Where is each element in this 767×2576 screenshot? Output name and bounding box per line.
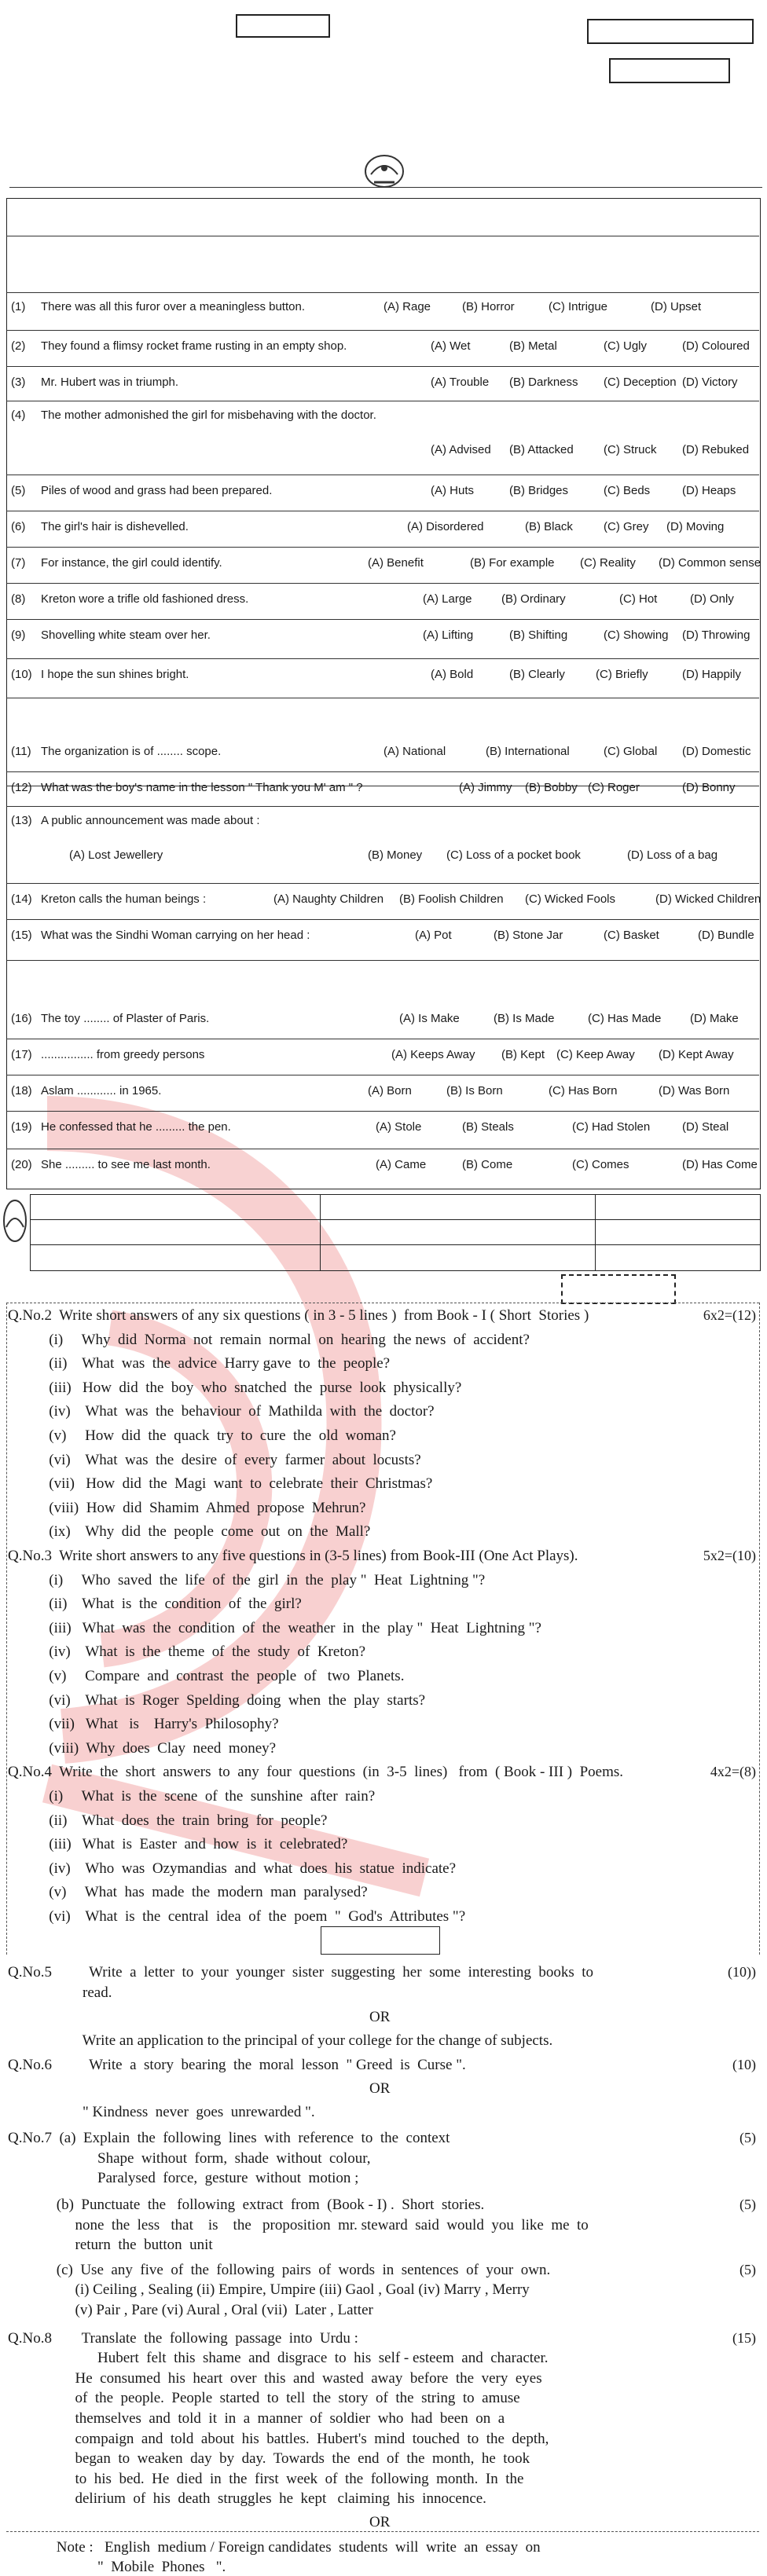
mcq-option[interactable]: (A) Stole bbox=[376, 1120, 422, 1134]
mcq-row-divider bbox=[6, 619, 759, 620]
mcq-option[interactable]: (B) Come bbox=[462, 1158, 513, 1171]
question-line: (i) Ceiling , Sealing (ii) Empire, Umpire (iii) Gaol , Goal (iv) Marry , Merry bbox=[8, 2281, 530, 2299]
mcq-option[interactable]: (B) Is Born bbox=[446, 1084, 503, 1097]
mcq-row-divider bbox=[6, 960, 759, 961]
question-line: (ii) What is the condition of the girl? bbox=[8, 1596, 302, 1613]
mcq-option[interactable]: (D) Upset bbox=[651, 300, 702, 313]
mcq-number: (3) bbox=[11, 376, 26, 389]
mcq-option[interactable]: (D) Has Come bbox=[682, 1158, 758, 1171]
mcq-row-divider bbox=[6, 366, 759, 367]
question-line: read. bbox=[8, 1984, 112, 2001]
question-line: to his bed. He died in the first week of the following month. In the bbox=[8, 2470, 524, 2487]
question-line: began to weaken day by day. Towards the end of the month, he took bbox=[8, 2450, 530, 2468]
mcq-option[interactable]: (B) Steals bbox=[462, 1120, 514, 1134]
question-line: (b) Punctuate the following extract from (Book - I) . Short stories. bbox=[8, 2197, 485, 2213]
mcq-option[interactable]: (B) For example bbox=[470, 556, 555, 570]
mcq-option[interactable]: (C) Wicked Fools bbox=[525, 892, 616, 906]
question-line: Shape without form, shade without colour, bbox=[8, 2149, 371, 2167]
mcq-row-divider bbox=[6, 919, 759, 920]
mcq-option[interactable]: (D) Heaps bbox=[682, 484, 736, 497]
mcq-option[interactable]: (A) Wet bbox=[431, 339, 471, 353]
question-line: " Mobile Phones ". bbox=[8, 2559, 226, 2576]
mcq-number: (9) bbox=[11, 628, 26, 642]
mcq-row-divider bbox=[6, 806, 759, 807]
question-line: (v) How did the quack try to cure the old woman? bbox=[8, 1427, 396, 1444]
question-line: Q.No.3 Write short answers to any five questions in (3-5 lines) from Book-III (One Act Plays). bbox=[8, 1548, 578, 1564]
mcq-option[interactable]: (B) Horror bbox=[462, 300, 515, 313]
mcq-question: The girl's hair is dishevelled. bbox=[41, 520, 189, 533]
mcq-option[interactable]: (D) Coloured bbox=[682, 339, 750, 353]
mcq-option[interactable]: (B) Bridges bbox=[509, 484, 569, 497]
question-line: (iii) What was the condition of the weather in the play " Heat Lightning "? bbox=[8, 1619, 541, 1636]
question-marks: (5) bbox=[739, 2130, 756, 2146]
mcq-option[interactable]: (C) Struck bbox=[604, 443, 657, 456]
question-line: (ix) Why did the people come out on the Mall? bbox=[8, 1523, 371, 1541]
mcq-option[interactable]: (D) Common sense bbox=[659, 556, 761, 570]
mcq-option[interactable]: (A) Disordered bbox=[407, 520, 484, 533]
mcq-row-divider bbox=[6, 547, 759, 548]
question-line: (iv) What was the behaviour of Mathilda with the doctor? bbox=[8, 1403, 435, 1420]
mcq-number: (19) bbox=[11, 1120, 32, 1134]
mcq-option[interactable]: (A) Lost Jewellery bbox=[69, 848, 163, 862]
mcq-option[interactable]: (B) Ordinary bbox=[501, 592, 566, 606]
question-line: themselves and told it in a manner of soldier who had been on a bbox=[8, 2410, 505, 2427]
mcq-question: I hope the sun shines bright. bbox=[41, 668, 189, 681]
mcq-option[interactable]: (C) Reality bbox=[580, 556, 636, 570]
mcq-question: The toy ........ of Plaster of Paris. bbox=[41, 1012, 210, 1025]
question-line: (iii) What is Easter and how is it celebrated? bbox=[8, 1836, 348, 1853]
version-box bbox=[236, 14, 330, 38]
mcq-option[interactable]: (D) Wicked Children bbox=[655, 892, 761, 906]
mcq-option[interactable]: (C) Deception bbox=[604, 376, 677, 389]
question-marks: (5) bbox=[739, 2261, 756, 2277]
mcq-question: Mr. Hubert was in triumph. bbox=[41, 376, 179, 389]
question-line: (v) Pair , Pare (vi) Aural , Oral (vii) Later , Latter bbox=[8, 2302, 373, 2318]
question-line: compaign and told about his battles. Hubert's mind touched to the depth, bbox=[8, 2430, 549, 2447]
mcq-option[interactable]: (A) Came bbox=[376, 1158, 427, 1171]
or-separator: OR bbox=[369, 2080, 391, 2097]
mcq-number: (13) bbox=[11, 814, 32, 827]
question-line: Q.No.6 Write a story bearing the moral lesson " Greed is Curse ". bbox=[8, 2057, 466, 2074]
question-line: of the people. People started to tell the story of the string to amuse bbox=[8, 2390, 520, 2407]
mcq-option[interactable]: (C) Had Stolen bbox=[572, 1120, 651, 1134]
mcq-option[interactable]: (C) Global bbox=[604, 745, 658, 758]
mcq-option[interactable]: (B) Metal bbox=[509, 339, 557, 353]
mcq-number: (5) bbox=[11, 484, 26, 497]
mcq-option[interactable]: (C) Loss of a pocket book bbox=[446, 848, 581, 862]
question-marks: (5) bbox=[739, 2197, 756, 2212]
mcq-number: (12) bbox=[11, 781, 32, 794]
mcq-option[interactable]: (D) Was Born bbox=[659, 1084, 730, 1097]
mcq-question: Aslam ............ in 1965. bbox=[41, 1084, 162, 1097]
mcq-option[interactable]: (C) Intrigue bbox=[549, 300, 608, 313]
question-line: (iv) Who was Ozymandias and what does his statue indicate? bbox=[8, 1860, 457, 1877]
mcq-option[interactable]: (B) Foolish Children bbox=[399, 892, 504, 906]
mcq-row-divider bbox=[6, 1111, 759, 1112]
subjective-header-box bbox=[30, 1194, 761, 1271]
mcq-question: He confessed that he ......... the pen. bbox=[41, 1120, 231, 1134]
mcq-option[interactable]: (B) International bbox=[486, 745, 570, 758]
question-line: He consumed his heart over this and wasted away before the very eyes bbox=[8, 2369, 542, 2387]
question-line: (v) Compare and contrast the people of two Planets. bbox=[8, 1668, 405, 1684]
question-line: Write an application to the principal of your college for the change of subjects. bbox=[8, 2032, 553, 2049]
question-line: none the less that is the proposition mr. steward said would you like me to bbox=[8, 2216, 589, 2233]
group-box bbox=[609, 58, 730, 83]
mcq-option[interactable]: (D) Victory bbox=[682, 376, 738, 389]
question-line: Q.No.5 Write a letter to your younger sister suggesting her some interesting books to bbox=[8, 1964, 594, 1981]
mcq-question: Kreton calls the human beings : bbox=[41, 892, 207, 906]
question-line: (vi) What is the central idea of the poem " God's Attributes "? bbox=[8, 1908, 466, 1925]
question-line: delirium of his death struggles he kept claiming his innocence. bbox=[8, 2490, 486, 2508]
question-line: (i) What is the scene of the sunshine after rain? bbox=[8, 1788, 376, 1805]
mcq-option[interactable]: (C) Grey bbox=[604, 520, 649, 533]
question-line: (v) What has made the modern man paralysed? bbox=[8, 1884, 368, 1901]
mcq-option[interactable]: (A) Trouble bbox=[431, 376, 490, 389]
mcq-option[interactable]: (B) Kept bbox=[501, 1048, 545, 1061]
mcq-option[interactable]: (B) Darkness bbox=[509, 376, 578, 389]
section-1-box bbox=[561, 1274, 676, 1304]
mcq-option[interactable]: (D) Loss of a bag bbox=[627, 848, 718, 862]
mcq-option[interactable]: (A) Pot bbox=[415, 929, 452, 942]
mcq-question: What was the Sindhi Woman carrying on her head : bbox=[41, 929, 310, 942]
mcq-option[interactable]: (A) Lifting bbox=[423, 628, 474, 642]
mcq-row-divider bbox=[6, 883, 759, 884]
mcq-option[interactable]: (C) Roger bbox=[588, 781, 640, 794]
mcq-number: (18) bbox=[11, 1084, 32, 1097]
mcq-option[interactable]: (C) Keep Away bbox=[556, 1048, 635, 1061]
mcq-option[interactable]: (A) Born bbox=[368, 1084, 412, 1097]
mcq-number: (7) bbox=[11, 556, 26, 570]
or-separator: OR bbox=[369, 2514, 391, 2530]
mcq-option[interactable]: (D) Bundle bbox=[698, 929, 754, 942]
question-line: (ii) What does the train bring for people? bbox=[8, 1812, 328, 1829]
question-line: (vii) What is Harry's Philosophy? bbox=[8, 1716, 279, 1733]
mcq-number: (4) bbox=[11, 409, 26, 422]
question-line: (iii) How did the boy who snatched the purse look physically? bbox=[8, 1379, 462, 1396]
mcq-option[interactable]: (A) Naughty Children bbox=[273, 892, 384, 906]
question-line: return the button unit bbox=[8, 2237, 213, 2254]
page-bottom-divider bbox=[6, 2531, 759, 2532]
mcq-question: A public announcement was made about : bbox=[41, 814, 260, 827]
mcq-option[interactable]: (C) Hot bbox=[619, 592, 658, 606]
question-line: Q.No.7 (a) Explain the following lines with reference to the context bbox=[8, 2130, 450, 2147]
mcq-number: (10) bbox=[11, 668, 32, 681]
mcq-option[interactable]: (C) Has Born bbox=[549, 1084, 618, 1097]
mcq-number: (14) bbox=[11, 892, 32, 906]
subjective-board-logo-icon bbox=[2, 1196, 28, 1246]
question-marks: 4x2=(8) bbox=[710, 1764, 756, 1780]
mcq-option[interactable]: (A) Bold bbox=[431, 668, 474, 681]
mcq-question: Shovelling white steam over her. bbox=[41, 628, 211, 642]
question-line: Note : English medium / Foreign candidates students will write an essay on bbox=[8, 2538, 541, 2556]
objective-divider bbox=[9, 187, 762, 188]
mcq-option[interactable]: (A) National bbox=[384, 745, 446, 758]
mcq-option[interactable]: (B) Is Made bbox=[494, 1012, 555, 1025]
mcq-option[interactable]: (D) Kept Away bbox=[659, 1048, 734, 1061]
mcq-question: Kreton wore a trifle old fashioned dress. bbox=[41, 592, 249, 606]
mcq-row-divider bbox=[6, 658, 759, 659]
mcq-question: For instance, the girl could identify. bbox=[41, 556, 222, 570]
mcq-option[interactable]: (A) Benefit bbox=[368, 556, 424, 570]
question-line: (vii) How did the Magi want to celebrate their Christmas? bbox=[8, 1475, 433, 1493]
mcq-number: (16) bbox=[11, 1012, 32, 1025]
mcq-option[interactable]: (B) Attacked bbox=[509, 443, 574, 456]
mcq-option[interactable]: (B) Black bbox=[525, 520, 573, 533]
question-line: Hubert felt this shame and disgrace to his self - esteem and character. bbox=[8, 2350, 549, 2367]
section-2-box bbox=[321, 1926, 440, 1955]
mcq-option[interactable]: (D) Bonny bbox=[682, 781, 736, 794]
mcq-number: (6) bbox=[11, 520, 26, 533]
question-line: Q.No.4 Write the short answers to any four questions (in 3-5 lines) from ( Book - III ) Poems. bbox=[8, 1764, 624, 1781]
question-line: (viii) Why does Clay need money? bbox=[8, 1739, 277, 1757]
mcq-question: There was all this furor over a meaningless button. bbox=[41, 300, 305, 313]
mcq-question: Piles of wood and grass had been prepared. bbox=[41, 484, 273, 497]
mcq-option[interactable]: (C) Briefly bbox=[596, 668, 648, 681]
question-line: (vi) What was the desire of every farmer about locusts? bbox=[8, 1451, 421, 1468]
mcq-option[interactable]: (A) Is Make bbox=[399, 1012, 460, 1025]
question-line: (c) Use any five of the following pairs of words in sentences of your own. bbox=[8, 2261, 551, 2278]
question-marks: 5x2=(10) bbox=[703, 1548, 756, 1563]
mcq-question: The mother admonished the girl for misbehaving with the doctor. bbox=[41, 409, 376, 422]
mcq-option[interactable]: (B) Stone Jar bbox=[494, 929, 563, 942]
mcq-option[interactable]: (D) Throwing bbox=[682, 628, 750, 642]
mcq-option[interactable]: (D) Steal bbox=[682, 1120, 729, 1134]
question-line: Paralysed force, gesture without motion ; bbox=[8, 2170, 359, 2187]
mcq-number: (1) bbox=[11, 300, 26, 313]
mcq-option[interactable]: (B) Bobby bbox=[525, 781, 578, 794]
question-line: " Kindness never goes unrewarded ". bbox=[8, 2103, 315, 2120]
mcq-question: What was the boy's name in the lesson " Thank you M' am " ? bbox=[41, 781, 363, 794]
mcq-option[interactable]: (D) Rebuked bbox=[682, 443, 750, 456]
mcq-option[interactable]: (C) Basket bbox=[604, 929, 659, 942]
mcq-option[interactable]: (A) Huts bbox=[431, 484, 475, 497]
question-marks: (15) bbox=[732, 2329, 756, 2346]
mcq-question: ................ from greedy persons bbox=[41, 1048, 205, 1061]
mcq-number: (2) bbox=[11, 339, 26, 353]
mcq-option[interactable]: (A) Rage bbox=[384, 300, 431, 313]
mcq-option[interactable]: (D) Make bbox=[690, 1012, 739, 1025]
mcq-option[interactable]: (B) Shifting bbox=[509, 628, 568, 642]
paper-code-box bbox=[587, 19, 754, 44]
mcq-option[interactable]: (A) Large bbox=[423, 592, 472, 606]
mcq-question: They found a flimsy rocket frame rusting in an empty shop. bbox=[41, 339, 347, 353]
question-line: (i) Who saved the life of the girl in the play " Heat Lightning "? bbox=[8, 1571, 486, 1588]
mcq-option[interactable]: (C) Beds bbox=[604, 484, 651, 497]
mcq-row-divider bbox=[6, 330, 759, 331]
mcq-number: (8) bbox=[11, 592, 26, 606]
mcq-option[interactable]: (B) Clearly bbox=[509, 668, 565, 681]
question-line: Q.No.2 Write short answers of any six questions ( in 3 - 5 lines ) from Book - I ( Short Stories ) bbox=[8, 1307, 589, 1324]
mcq-option[interactable]: (C) Has Made bbox=[588, 1012, 662, 1025]
board-logo-icon bbox=[360, 151, 409, 195]
mcq-option[interactable]: (D) Moving bbox=[666, 520, 725, 533]
question-line: (vi) What is Roger Spelding doing when the play starts? bbox=[8, 1691, 426, 1709]
mcq-option[interactable]: (D) Domestic bbox=[682, 745, 751, 758]
mcq-option[interactable]: (C) Ugly bbox=[604, 339, 647, 353]
mcq-row-divider bbox=[6, 583, 759, 584]
mcq-option[interactable]: (A) Keeps Away bbox=[391, 1048, 475, 1061]
mcq-option[interactable]: (D) Only bbox=[690, 592, 734, 606]
question-line: (ii) What was the advice Harry gave to the people? bbox=[8, 1355, 391, 1372]
question-line: Q.No.8 Translate the following passage into Urdu : bbox=[8, 2329, 358, 2347]
mcq-option[interactable]: (A) Advised bbox=[431, 443, 491, 456]
mcq-number: (11) bbox=[11, 745, 31, 758]
mcq-number: (15) bbox=[11, 929, 32, 942]
question-marks: 6x2=(12) bbox=[703, 1307, 756, 1323]
question-marks: (10) bbox=[732, 2057, 756, 2073]
section-1-frame-right bbox=[759, 1303, 760, 1955]
mcq-question: She ......... to see me last month. bbox=[41, 1158, 211, 1171]
mcq-option[interactable]: (A) Jimmy bbox=[459, 781, 512, 794]
question-line: (viii) How did Shamim Ahmed propose Mehrun? bbox=[8, 1499, 366, 1516]
question-line: (i) Why did Norma not remain normal on hearing the news of accident? bbox=[8, 1331, 530, 1348]
question-marks: (10)) bbox=[728, 1964, 756, 1980]
mcq-option[interactable]: (C) Showing bbox=[604, 628, 669, 642]
mcq-option[interactable]: (B) Money bbox=[368, 848, 423, 862]
mcq-number: (20) bbox=[11, 1158, 32, 1171]
or-separator: OR bbox=[369, 2009, 391, 2026]
q1-divider bbox=[6, 292, 759, 293]
mcq-option[interactable]: (D) Happily bbox=[682, 668, 742, 681]
mcq-number: (17) bbox=[11, 1048, 32, 1061]
question-line: (iv) What is the theme of the study of Kreton? bbox=[8, 1643, 366, 1661]
mcq-row-divider bbox=[6, 771, 759, 772]
mcq-question: The organization is of ........ scope. bbox=[41, 745, 222, 758]
mcq-option[interactable]: (C) Comes bbox=[572, 1158, 629, 1171]
section-1-frame-left bbox=[6, 1303, 7, 1955]
